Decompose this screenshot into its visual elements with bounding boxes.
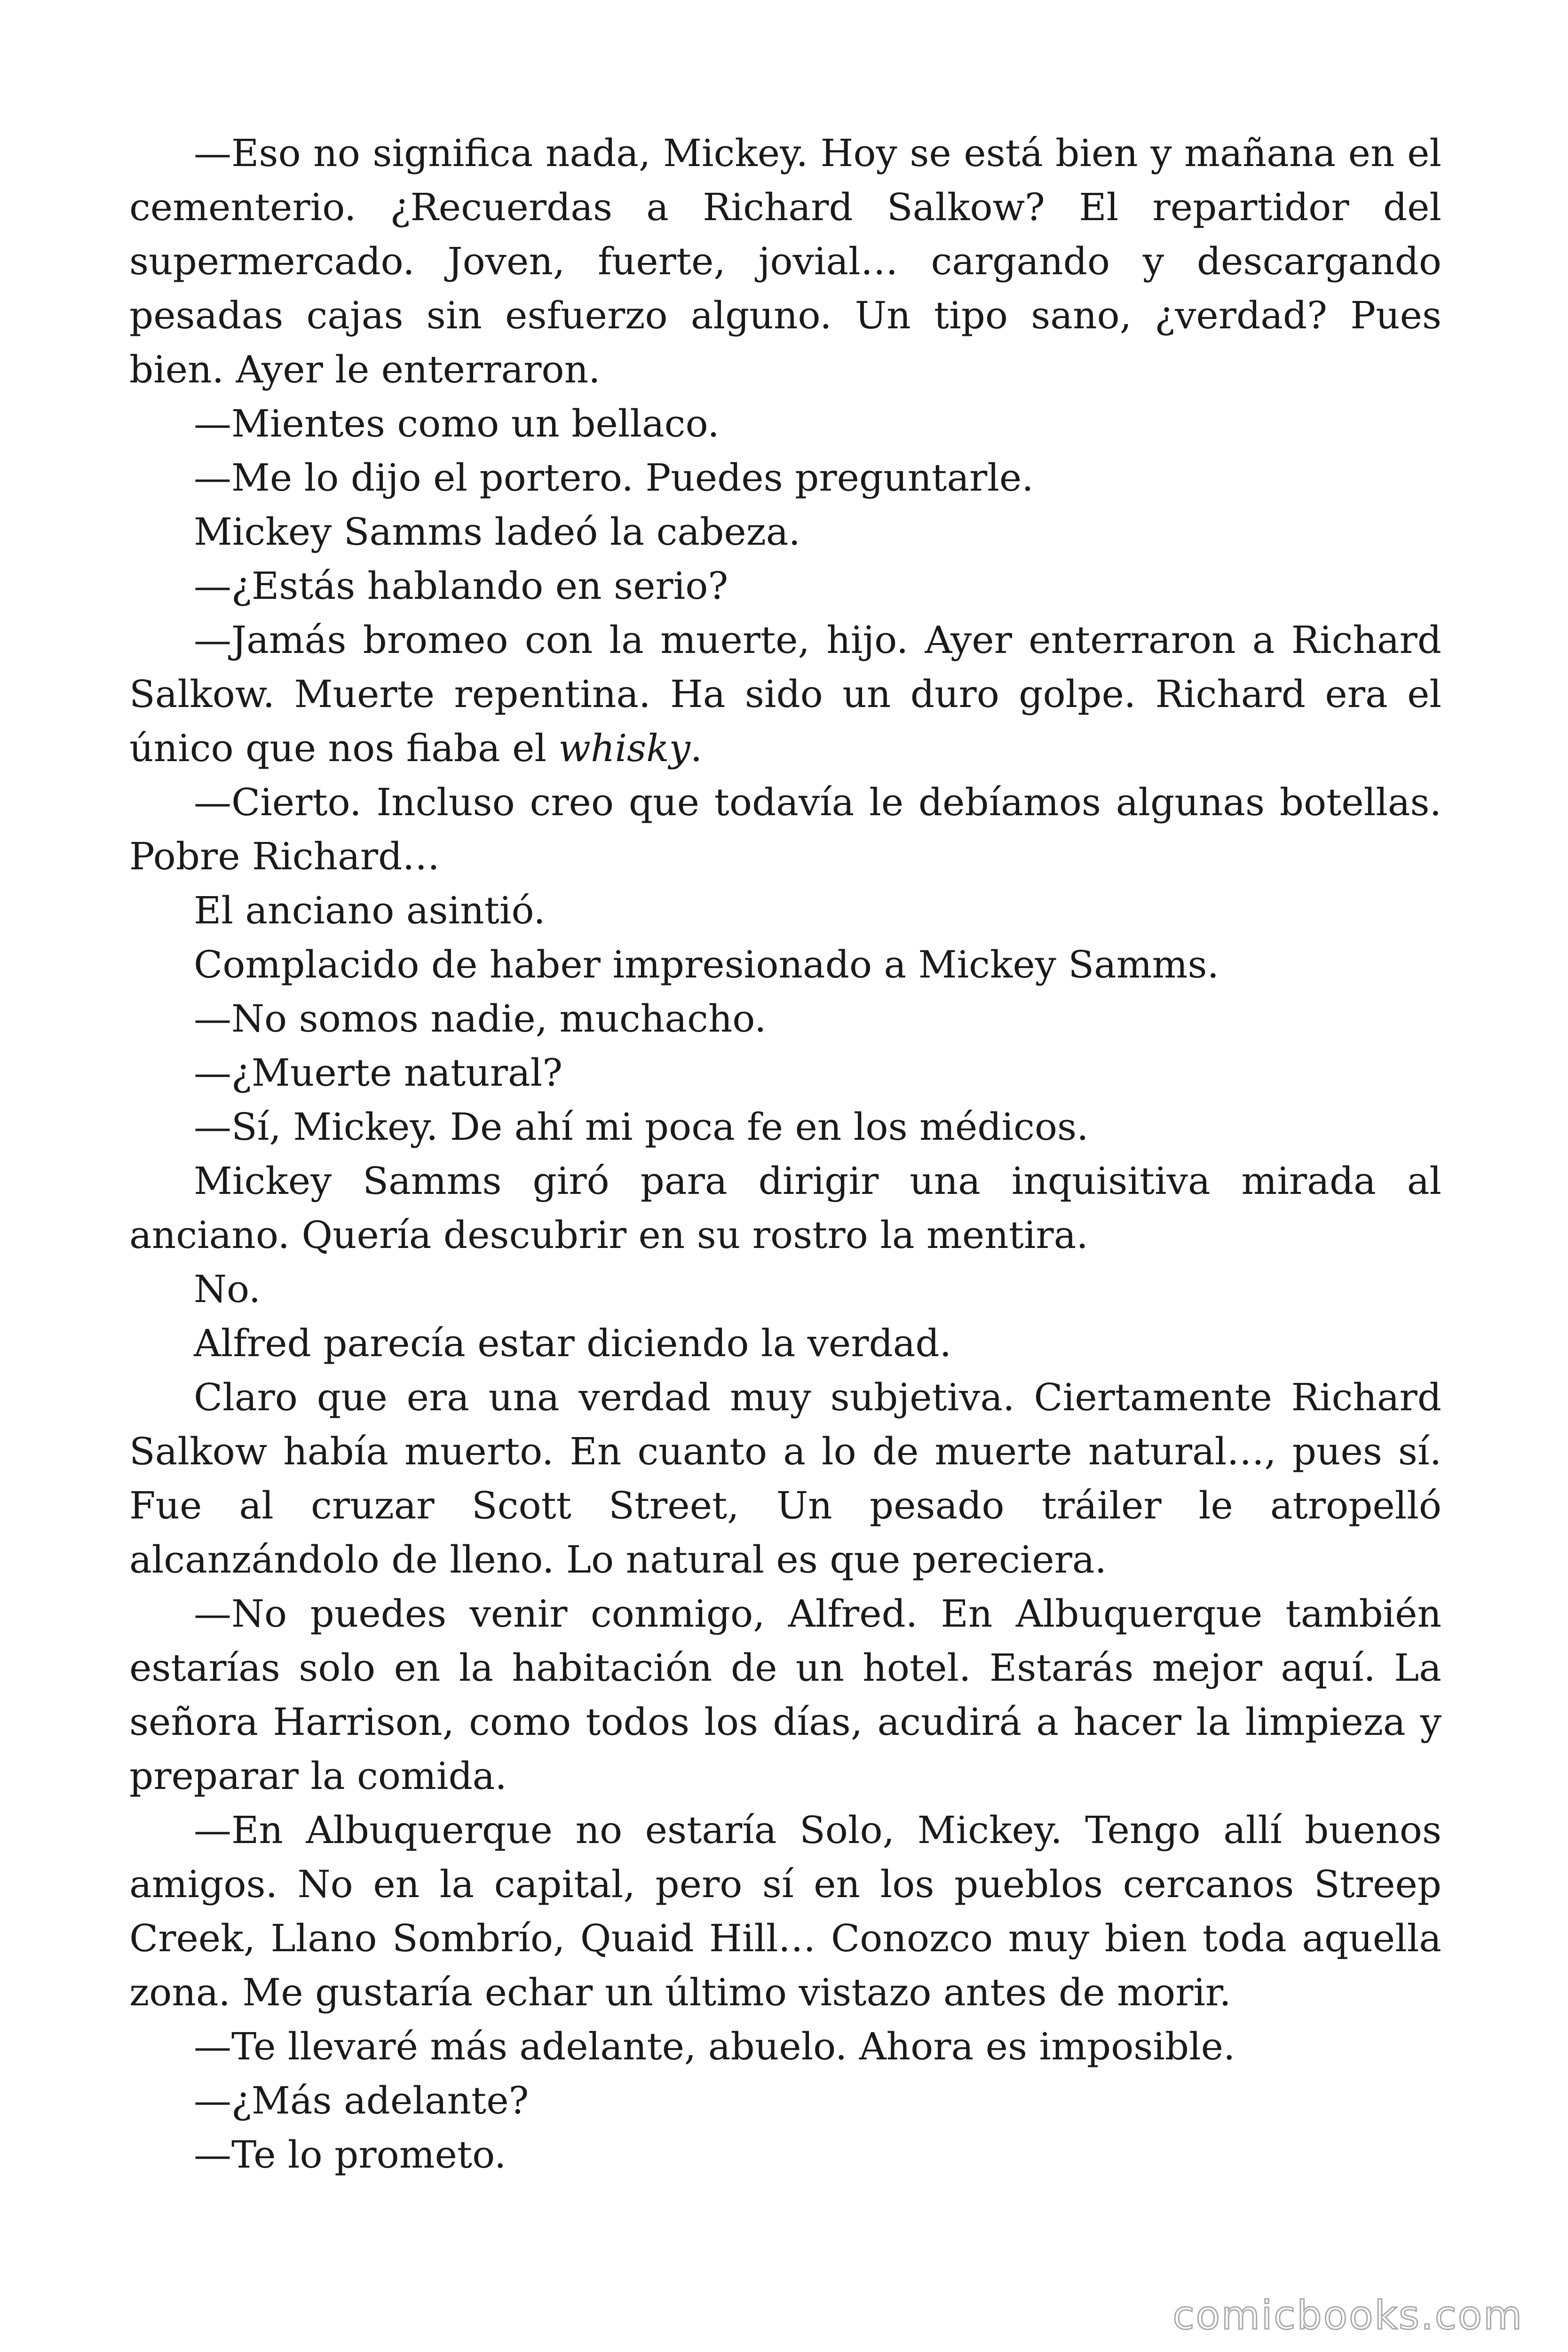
paragraph: Complacido de haber impresionado a Mickey Samms. [194,943,1219,986]
paragraph: —¿Más adelante? [194,2079,529,2122]
paragraph: —Me lo dijo el portero. Puedes preguntarle. [194,456,1034,500]
paragraph: Mickey Samms giró para dirigir una inquisitiva mirada al anciano. Quería descubrir en su rostro la mentira. [129,1159,1441,1257]
watermark: comicbooks.com [1172,2292,1523,2338]
italic-word: whisky [558,726,690,770]
paragraph: Alfred parecía estar diciendo la verdad. [194,1321,952,1365]
paragraph: —Eso no significa nada, Mickey. Hoy se está bien y mañana en el cementerio. ¿Recuerdas a Richard Salkow? El repartidor del supermercado. Joven, fuerte, jovial… cargando y descargando pesadas cajas sin esfuerzo alguno. Un tipo sano, ¿verdad? Pues bien. Ayer le enterraron. [129,131,1441,391]
paragraph-end: . [690,726,703,770]
paragraph: —Te lo prometo. [194,2133,507,2177]
paragraph: No. [194,1267,261,1311]
paragraph-text: —Jamás bromeo con la muerte, hijo. Ayer enterraron a Richard Salkow. Muerte repentina. Ha sido un duro golpe. Richard era el único que nos fiaba el [129,618,1441,770]
paragraph [129,613,1441,775]
paragraph: Mickey Samms ladeó la cabeza. [194,510,800,554]
page-text [129,126,1441,2182]
paragraph: —¿Muerte natural? [194,1051,563,1095]
paragraph: —Sí, Mickey. De ahí mi poca fe en los médicos. [194,1105,1089,1149]
paragraph: —Te llevaré más adelante, abuelo. Ahora es imposible. [194,2025,1235,2068]
paragraph: —En Albuquerque no estaría Solo, Mickey. Tengo allí buenos amigos. No en la capital, pero sí en los pueblos cercanos Streep Creek, Llano Sombrío, Quaid Hill… Conozco muy bien toda aquella zona. Me gustaría echar un último vistazo antes de morir. [129,1808,1441,2014]
paragraph: —Mientes como un bellaco. [194,402,720,445]
paragraph: El anciano asintió. [194,889,546,932]
paragraph: Claro que era una verdad muy subjetiva. Ciertamente Richard Salkow había muerto. En cuanto a lo de muerte natural…, pues sí. Fue al cruzar Scott Street, Un pesado tráiler le atropelló alcanzándolo de lleno. Lo natural es que pereciera. [129,1375,1441,1581]
paragraph: —¿Estás hablando en serio? [194,564,729,608]
paragraph: —No somos nadie, muchacho. [194,997,767,1041]
paragraph: —No puedes venir conmigo, Alfred. En Albuquerque también estarías solo en la habitación de un hotel. Estarás mejor aquí. La señora Harrison, como todos los días, acudirá a hacer la limpieza y preparar la comida. [129,1592,1441,1798]
paragraph: —Cierto. Incluso creo que todavía le debíamos algunas botellas. Pobre Richard… [129,780,1441,878]
